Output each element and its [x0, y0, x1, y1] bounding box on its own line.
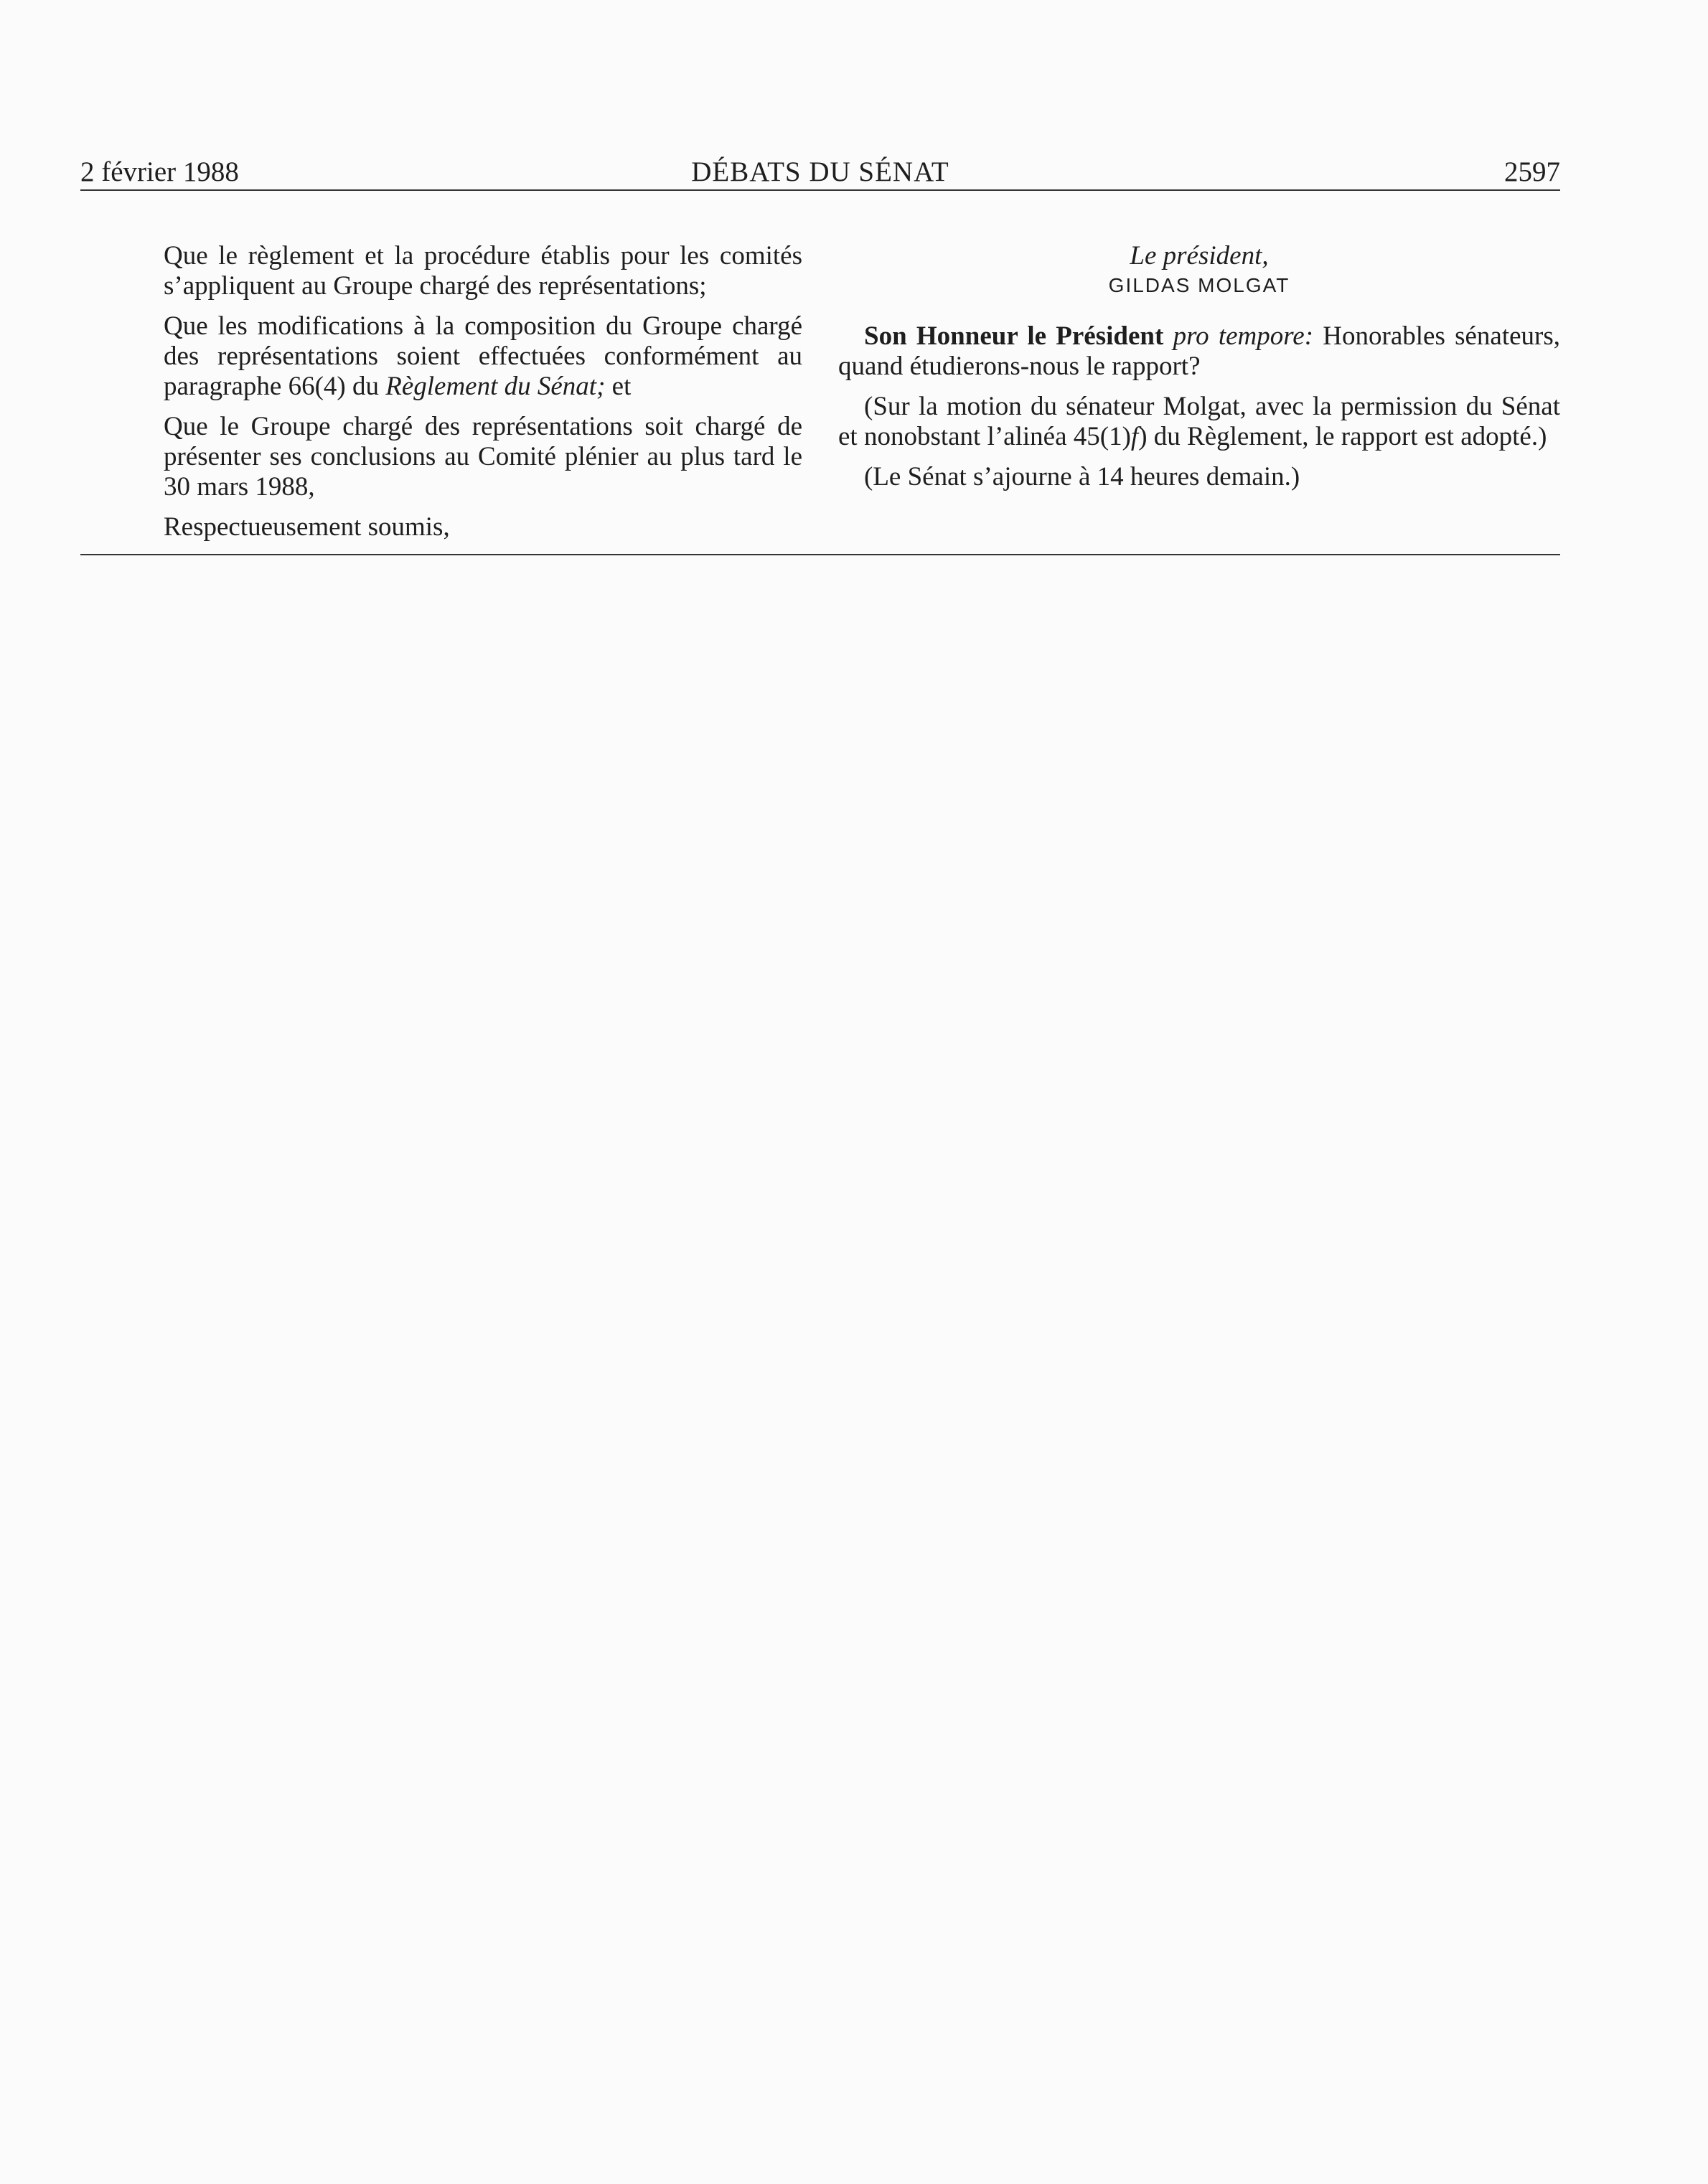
adjournment-paragraph: (Le Sénat s’ajourne à 14 heures demain.)	[864, 462, 1300, 491]
modifications-text: Que les modifications à la composition du Groupe chargé des représentations soient effectuées conformément au paragraphe 66(4) du	[164, 311, 802, 401]
signature-name: GILDAS MOLGAT	[1108, 274, 1290, 296]
motion-paragraph	[838, 392, 1560, 452]
header-date: 2 février 1988	[80, 156, 239, 187]
paragraph-conclusions: Que le Groupe chargé des représentations soit chargé de présenter ses conclusions au Comité plénier au plus tard le 30 mars 1988,	[164, 412, 802, 502]
motion-end: ) du Règlement, le rapport est adopté.)	[1138, 422, 1547, 451]
modifications-end: et	[605, 372, 632, 401]
right-column	[838, 241, 1560, 502]
header-title: DÉBATS DU SÉNAT	[691, 156, 949, 187]
paragraph-rules: Que le règlement et la procédure établis pour les comités s’appliquent au Groupe chargé des représentations;	[164, 241, 802, 301]
page-number: 2597	[1504, 156, 1560, 187]
paragraph-modifications	[164, 311, 802, 402]
section-end-rule	[80, 554, 1560, 555]
speech-paragraph	[838, 321, 1560, 382]
motion-clause-letter: f	[1130, 422, 1139, 451]
signature-title: Le président,	[1130, 241, 1269, 270]
header-rule	[80, 189, 1560, 191]
left-column	[164, 241, 802, 552]
speech-text: Honorables sénateurs, quand étudierons-nous le rapport?	[838, 321, 1561, 381]
speaker-qualifier: pro tempore:	[1173, 321, 1314, 351]
reglement-reference: Règlement du Sénat;	[385, 372, 606, 401]
motion-text: (Sur la motion du sénateur Molgat, avec la permission du Sénat et nonobstant l’alinéa 45(1)	[838, 392, 1560, 451]
paragraph-submission: Respectueusement soumis,	[164, 512, 450, 542]
running-head	[80, 155, 1560, 189]
speaker-name: Son Honneur le Président	[864, 321, 1164, 351]
